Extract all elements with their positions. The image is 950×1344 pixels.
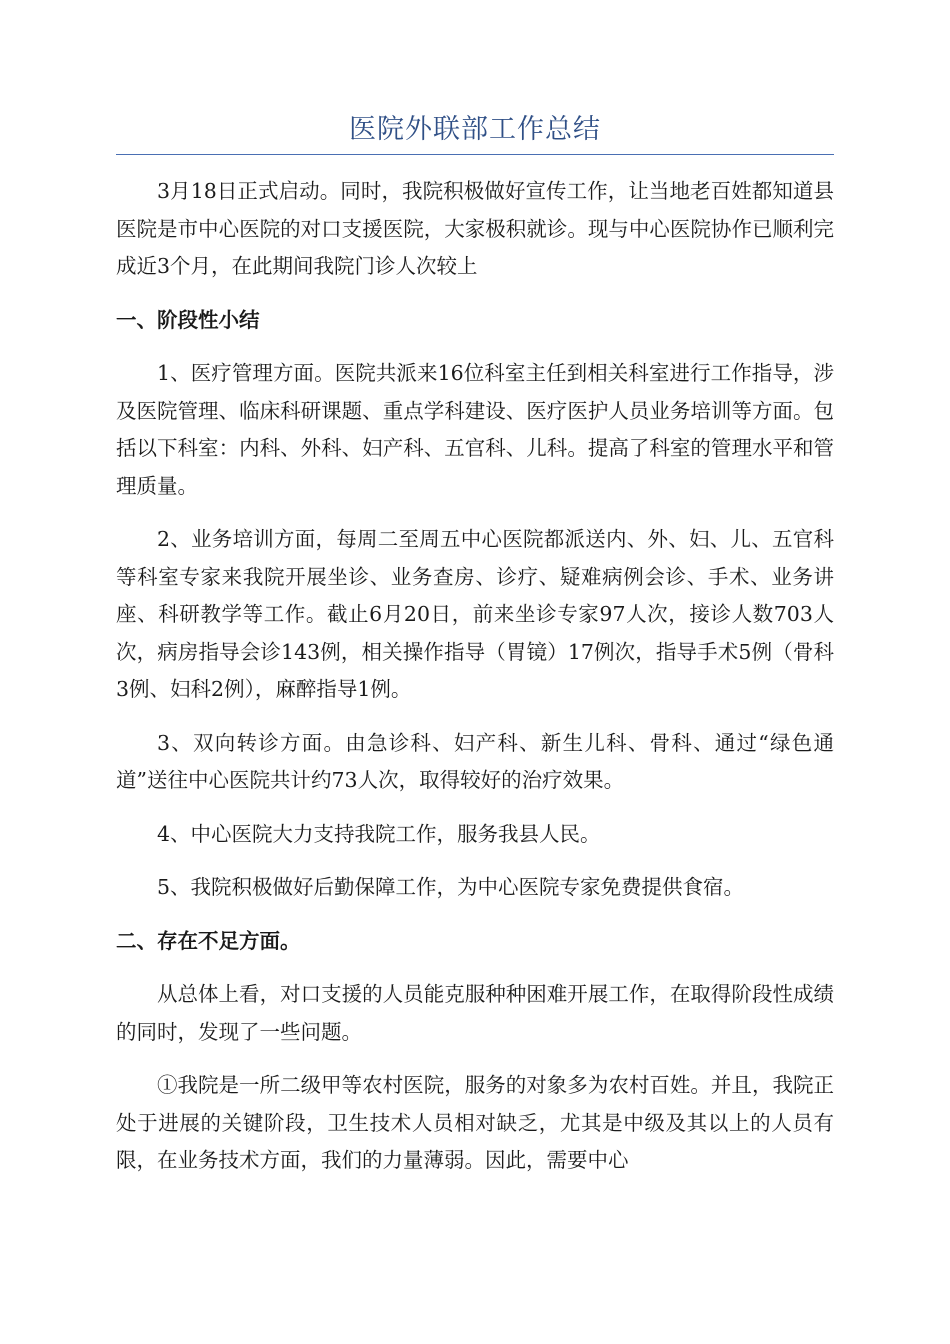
summary-item-2: 2、业务培训方面，每周二至周五中心医院都派送内、外、妇、儿、五官科等科室专家来我院开展坐诊、业务查房、诊疗、疑难病例会诊、手术、业务讲座、科研教学等工作。截止6月20日，前来坐诊专家97人次，接诊人数703人次，病房指导会诊143例，相关操作指导（胃镜）17例次，指导手术5例（骨科3例、妇科2例），麻醉指导1例。 [116,527,834,701]
summary-item-4: 4、中心医院大力支持我院工作，服务我县人民。 [157,821,601,846]
intro-paragraph: 3月18日正式启动。同时，我院积极做好宣传工作，让当地老百姓都知道县医院是市中心医院的对口支援医院，大家极积就诊。现与中心医院协作已顺利完成近3个月，在此期间我院门诊人次较上 [116,179,834,278]
document-title: 医院外联部工作总结 [349,114,601,145]
section-heading-shortcomings: 二、存在不足方面。 [116,928,301,953]
document-page [116,108,834,1180]
shortcomings-paragraph-1: 从总体上看，对口支援的人员能克服种种困难开展工作，在取得阶段性成绩的同时，发现了一些问题。 [116,982,834,1044]
title-underline [116,154,834,155]
section-heading-summary: 一、阶段性小结 [116,307,260,332]
shortcomings-paragraph-2: ①我院是一所二级甲等农村医院，服务的对象多为农村百姓。并且，我院正处于进展的关键阶段，卫生技术人员相对缺乏，尤其是中级及其以上的人员有限，在业务技术方面，我们的力量薄弱。因此，需要中心 [116,1073,834,1172]
summary-item-1: 1、医疗管理方面。医院共派来16位科室主任到相关科室进行工作指导，涉及医院管理、临床科研课题、重点学科建设、医疗医护人员业务培训等方面。包括以下科室：内科、外科、妇产科、五官科、儿科。提高了科室的管理水平和管理质量。 [116,361,834,498]
summary-item-5: 5、我院积极做好后勤保障工作，为中心医院专家免费提供食宿。 [157,875,745,899]
summary-item-3: 3、双向转诊方面。由急诊科、妇产科、新生儿科、骨科、通过“绿色通道”送往中心医院共计约73人次，取得较好的治疗效果。 [116,730,834,792]
